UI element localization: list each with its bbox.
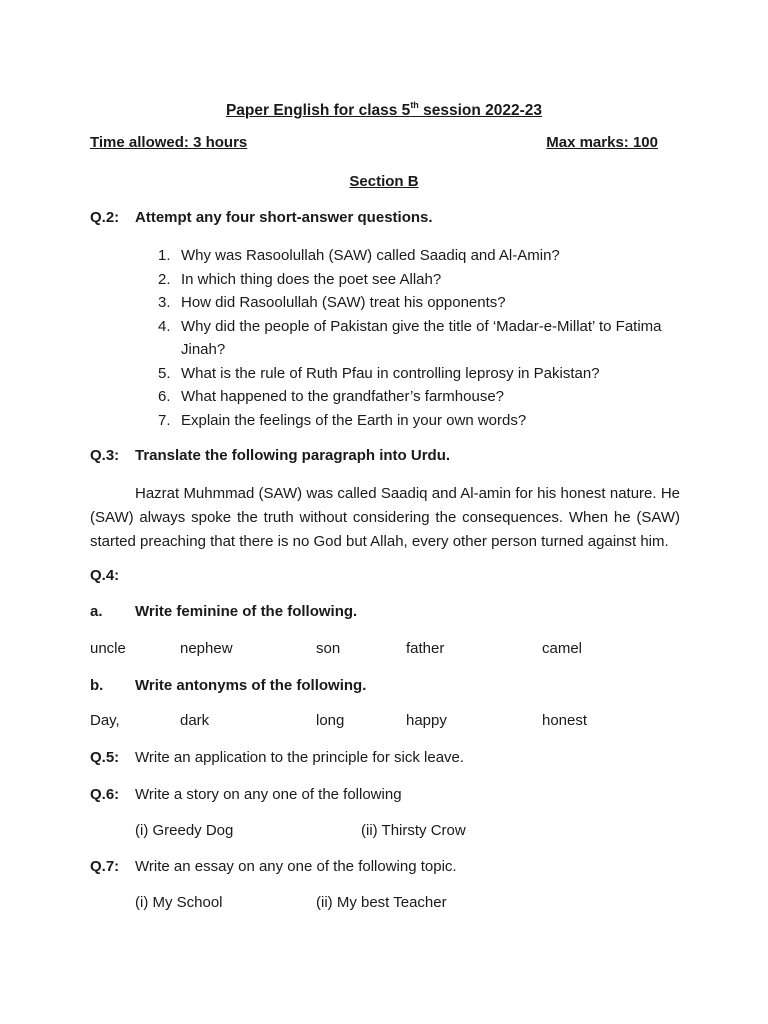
antonym-word: Day, [90, 712, 120, 729]
q4a-prompt: Write feminine of the following. [135, 603, 358, 620]
q2-prompt: Attempt any four short-answer questions. [135, 209, 433, 226]
list-item-text: Explain the feelings of the Earth in your own words? [181, 411, 527, 429]
list-item [158, 385, 698, 409]
q2-question-list [158, 244, 698, 432]
antonym-word: honest [542, 712, 588, 729]
q4a-label: a. [90, 603, 103, 620]
feminine-word: uncle [90, 640, 126, 657]
list-item-number: 4. [158, 317, 171, 335]
list-item-number: 1. [158, 247, 171, 264]
feminine-word: camel [542, 640, 583, 657]
list-item [158, 244, 698, 268]
list-item [158, 362, 698, 386]
list-item-text: In which thing does the poet see Allah? [181, 270, 442, 288]
q7-option: (i) My School [135, 894, 223, 911]
feminine-word: father [406, 640, 445, 657]
title-session: session 2022-23 [418, 102, 543, 119]
max-marks: Max marks: 100 [546, 134, 658, 151]
q5-prompt: Write an application to the principle for sick leave. [135, 749, 465, 766]
feminine-word: nephew [180, 640, 233, 657]
q6-option: (ii) Thirsty Crow [361, 822, 466, 839]
list-item-number: 3. [158, 294, 171, 311]
q4b-prompt: Write antonyms of the following. [135, 677, 367, 694]
feminine-word: son [316, 640, 341, 657]
q3-prompt: Translate the following paragraph into Urdu. [135, 447, 451, 464]
time-allowed: Time allowed: 3 hours [90, 134, 248, 151]
q6-number: Q.6: [90, 786, 120, 803]
list-item [158, 315, 698, 362]
list-item-text: Why was Rasoolullah (SAW) called Saadiq and Al-Amin? [181, 247, 560, 264]
q4-number: Q.4: [90, 567, 120, 584]
antonym-word: dark [180, 712, 210, 729]
section-heading: Section B [349, 173, 419, 190]
q4b-label: b. [90, 677, 104, 694]
list-item [158, 409, 698, 433]
q7-prompt: Write an essay on any one of the following topic. [135, 858, 457, 875]
page-title [0, 95, 768, 121]
q7-option: (ii) My best Teacher [316, 894, 447, 911]
title-main: Paper English for class 5 [225, 102, 411, 119]
antonym-word: happy [406, 712, 447, 729]
q3-paragraph: Hazrat Muhmmad (SAW) was called Saadiq and Al-amin for his honest nature. He (SAW) always spoke the truth without considering the consequences. When he (SAW) started preaching that there is no God but Allah, every other person turned against him. [90, 485, 680, 550]
q7-number: Q.7: [90, 858, 120, 875]
list-item-text: Why did the people of Pakistan give the title of ‘Madar-e-Millat’ to Fatima Jinah? [181, 317, 662, 358]
list-item-number: 7. [158, 411, 171, 429]
antonym-word: long [316, 712, 345, 729]
q6-prompt: Write a story on any one of the following [135, 786, 402, 803]
list-item [158, 291, 698, 315]
list-item-text: How did Rasoolullah (SAW) treat his opponents? [181, 294, 506, 311]
list-item-number: 6. [158, 388, 171, 405]
list-item-text: What is the rule of Ruth Pfau in controlling leprosy in Pakistan? [181, 364, 600, 382]
q3-number: Q.3: [90, 447, 120, 464]
list-item-number: 5. [158, 364, 171, 382]
q2-number: Q.2: [90, 209, 120, 226]
list-item-number: 2. [158, 270, 171, 288]
title-superscript: th [410, 100, 419, 110]
list-item-text: What happened to the grandfather’s farmhouse? [181, 388, 504, 405]
q5-number: Q.5: [90, 749, 120, 766]
list-item [158, 268, 698, 292]
q6-option: (i) Greedy Dog [135, 822, 234, 839]
